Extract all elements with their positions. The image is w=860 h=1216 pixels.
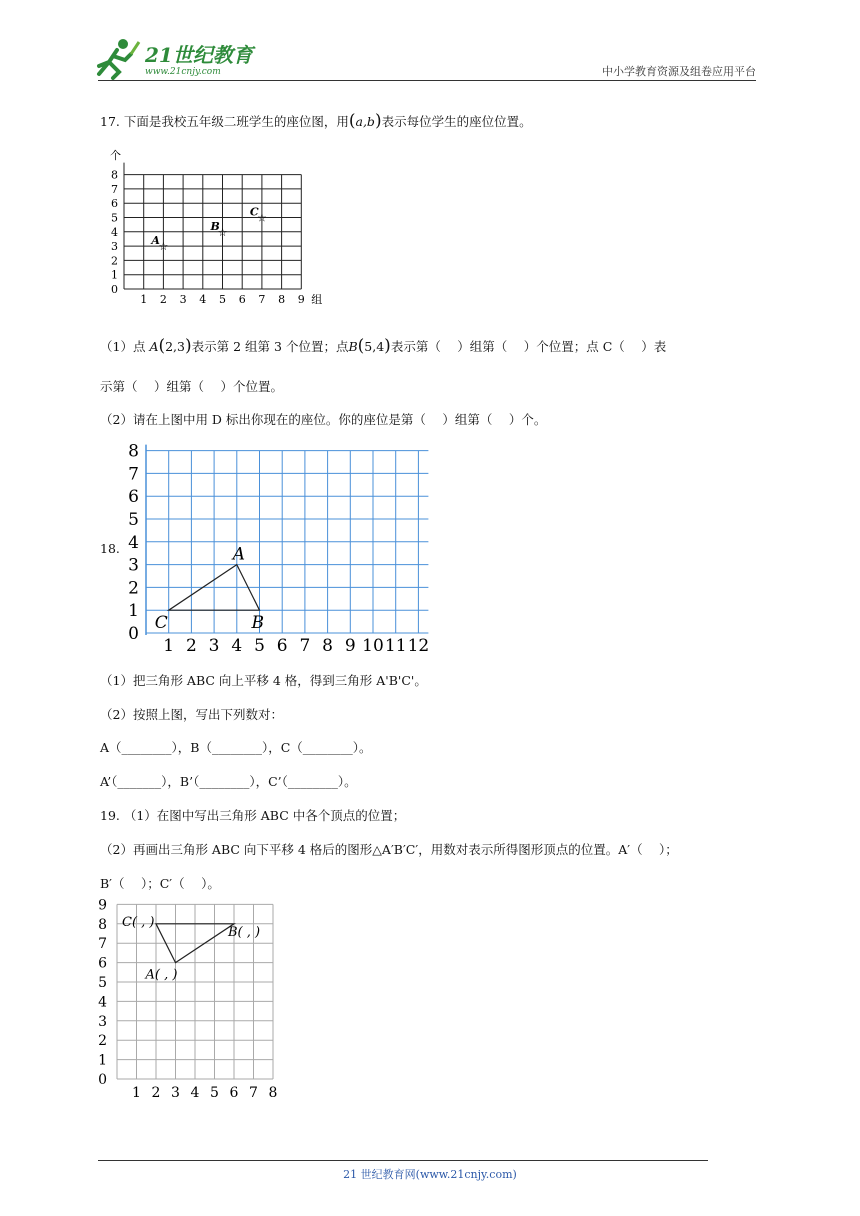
- y-tick-label: 4: [128, 532, 139, 553]
- y-tick-label: 8: [128, 443, 139, 462]
- x-tick-label: 3: [179, 293, 187, 306]
- x-tick-label: 8: [322, 636, 334, 656]
- x-tick-label: 2: [159, 293, 167, 306]
- q17-p1-point-a: A: [149, 339, 159, 354]
- y-tick-label: 6: [111, 197, 118, 211]
- site-name: 中小学教育资源及组卷应用平台: [602, 65, 756, 78]
- q19-part1: 19. （1）在图中写出三角形 ABC 中各个顶点的位置；: [100, 808, 406, 823]
- x-tick-label: 5: [254, 636, 265, 656]
- q17-part1-line2: 示第（ ）组第（ ）个位置。: [100, 379, 283, 394]
- q19-part3: B′（ ）；C′（ ）。: [100, 876, 220, 891]
- x-tick-label: 9: [297, 293, 305, 306]
- logo-url: www.21cnjy.com: [145, 67, 221, 77]
- q17-stem-post: 表示每位学生的座位位置。: [381, 114, 532, 129]
- y-tick-label: 4: [98, 994, 107, 1011]
- x-tick-label: 1: [163, 636, 175, 656]
- y-tick-label: 9: [98, 897, 107, 914]
- x-tick-label: 11: [384, 636, 407, 656]
- logo-text: 21世纪教育: [145, 43, 253, 67]
- q17-seat-chart: [100, 145, 340, 315]
- q18-part2: （2）按照上图，写出下列数对：: [100, 707, 283, 722]
- q19-part2: （2）再画出三角形 ABC 向下平移 4 格后的图形△A′B′C′，用数对表示所得图形顶点的位置。A′（ ）；: [100, 842, 678, 857]
- vertex-label: A( , ): [145, 967, 178, 983]
- q17-p1-text-b: 表示第 2 组第 3 个位置；点: [191, 339, 349, 354]
- y-tick-label: 7: [128, 464, 139, 485]
- x-tick-label: 8: [278, 293, 286, 306]
- x-tick-label: 1: [132, 1085, 141, 1101]
- logo: [95, 36, 260, 80]
- x-tick-label: 4: [231, 636, 243, 656]
- x-tick-label: 1: [140, 293, 148, 306]
- y-tick-label: 8: [98, 916, 107, 933]
- y-tick-label: 3: [98, 1013, 107, 1030]
- footer-divider: [98, 1160, 708, 1161]
- x-axis-label: 组: [311, 293, 323, 306]
- q17-part2: （2）请在上图中用 D 标出你现在的座位。你的座位是第（ ）组第（ ）个。: [100, 412, 547, 427]
- y-tick-label: 6: [98, 955, 107, 972]
- y-tick-label: 5: [98, 975, 107, 991]
- y-tick-label: 1: [98, 1052, 107, 1069]
- x-tick-label: 4: [199, 293, 207, 306]
- vertex-label: B: [251, 613, 264, 634]
- y-tick-label: 2: [128, 578, 139, 599]
- y-tick-label: 1: [128, 601, 139, 622]
- y-tick-label: 0: [111, 283, 118, 296]
- q17-p1-coord-a: 2,3: [165, 339, 185, 354]
- y-tick-label: 8: [111, 168, 118, 182]
- y-tick-label: 0: [128, 624, 139, 644]
- x-tick-label: 5: [210, 1085, 219, 1101]
- vertex-label: B( , ): [228, 924, 261, 940]
- header-divider: [98, 80, 756, 81]
- x-tick-label: 10: [362, 636, 384, 656]
- seat-point-label: A: [151, 234, 160, 248]
- y-axis-label: 个: [110, 149, 121, 162]
- y-tick-label: 1: [111, 268, 118, 282]
- y-tick-label: 3: [111, 240, 118, 254]
- x-tick-label: 7: [249, 1085, 258, 1101]
- seat-star-icon: ☆: [158, 240, 169, 254]
- y-tick-label: 2: [98, 1033, 107, 1050]
- seat-star-icon: ☆: [217, 225, 228, 239]
- vertex-label: A: [232, 544, 246, 565]
- q18-part1: （1）把三角形 ABC 向上平移 4 格，得到三角形 A'B'C'。: [100, 673, 427, 688]
- q17-stem: 17. 下面是我校五年级二班学生的座位图，用(a,b)表示每位学生的座位位置。: [100, 111, 532, 131]
- q17-part1-line1: （1）点 A(2,3)表示第 2 组第 3 个位置；点B(5,4)表示第（ ）组第（ ）个位置；点 C（ ）表: [100, 336, 667, 356]
- q17-stem-pre: 17. 下面是我校五年级二班学生的座位图，用: [100, 114, 349, 129]
- vertex-label: C: [154, 613, 168, 634]
- y-tick-label: 5: [128, 510, 139, 530]
- q17-p1-text-c: 表示第（ ）组第（ ）个位置；点 C（ ）表: [390, 339, 667, 354]
- x-tick-label: 6: [238, 293, 246, 306]
- seat-point-label: C: [249, 205, 259, 219]
- x-tick-label: 2: [185, 636, 197, 656]
- q18-triangle-chart: [125, 443, 435, 663]
- seat-star-icon: ☆: [256, 211, 267, 225]
- x-tick-label: 2: [151, 1085, 161, 1101]
- x-tick-label: 7: [299, 636, 311, 656]
- x-tick-label: 3: [171, 1085, 180, 1101]
- vertex-label: C( , ): [122, 914, 155, 930]
- y-tick-label: 7: [98, 936, 107, 953]
- footer-site: 21 世纪教育网(www.21cnjy.com): [343, 1168, 517, 1181]
- x-tick-label: 8: [268, 1085, 278, 1101]
- logo-runner-icon: [95, 36, 260, 80]
- q19-triangle-chart: [93, 895, 293, 1105]
- y-tick-label: 6: [128, 487, 139, 508]
- q18-answer-row2: A’（_______），B’（________），C’（________）。: [100, 774, 357, 789]
- y-tick-label: 3: [128, 555, 139, 576]
- x-tick-label: 7: [258, 293, 266, 306]
- q17-p1-coord-b: 5,4: [364, 339, 385, 354]
- y-tick-label: 4: [111, 225, 118, 239]
- q17-p1-point-b: B: [348, 339, 358, 354]
- x-tick-label: 12: [407, 636, 430, 656]
- q17-stem-math: a,b: [355, 114, 375, 129]
- x-tick-label: 4: [190, 1085, 200, 1101]
- y-tick-label: 2: [111, 254, 118, 268]
- q18-answer-row1: A（________），B（________），C（________）。: [100, 740, 372, 755]
- q17-p1-text-a: （1）点: [100, 339, 146, 354]
- x-tick-label: 6: [229, 1085, 239, 1101]
- x-tick-label: 5: [219, 293, 226, 306]
- y-tick-label: 7: [111, 182, 118, 196]
- y-tick-label: 0: [98, 1072, 107, 1088]
- seat-point-label: B: [210, 219, 220, 233]
- x-tick-label: 6: [276, 636, 288, 656]
- q18-number: 18.: [100, 541, 120, 556]
- y-tick-label: 5: [111, 211, 118, 225]
- x-tick-label: 9: [344, 636, 356, 656]
- x-tick-label: 3: [208, 636, 220, 656]
